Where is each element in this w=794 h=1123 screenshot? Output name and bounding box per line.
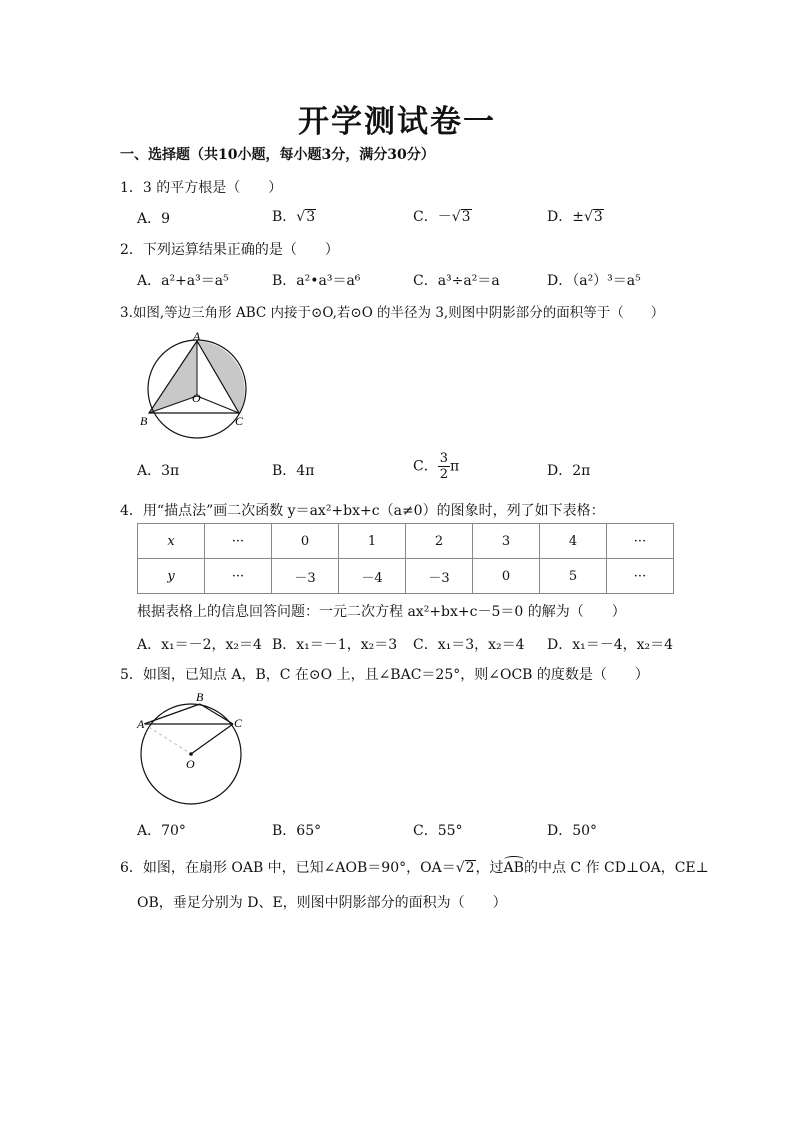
q4-cell: 1 <box>339 524 406 559</box>
q4-cell: ··· <box>607 524 674 559</box>
q3-label-b: B <box>140 414 148 428</box>
question-5-stem: 5．如图，已知点 A，B，C 在⊙O 上，且∠BAC＝25°，则∠OCB 的度数是（ ） <box>120 667 649 683</box>
q4-value-table <box>137 523 674 594</box>
q5-option-d: D．50° <box>547 823 598 839</box>
q5-figure-circle <box>136 688 256 808</box>
q4-cell: －4 <box>339 559 406 594</box>
q4-table-row-x <box>138 524 674 559</box>
page-title: 开学测试卷一 <box>298 104 496 140</box>
q1-option-c-prefix: C．－ <box>413 209 452 225</box>
q4-table-row-y <box>138 559 674 594</box>
q4-cell: 3 <box>473 524 540 559</box>
q5-label-o: O <box>186 757 195 771</box>
q1-option-d-prefix: D．± <box>547 209 584 225</box>
q6-line-1-part-a: 6．如图，在扇形 OAB 中，已知∠AOB＝90°，OA＝ <box>120 860 456 876</box>
q4-cell: 0 <box>272 524 339 559</box>
q3-option-c <box>413 452 459 481</box>
q3-option-c-prefix: C． <box>413 458 438 475</box>
q1-option-d: D．±√3 <box>547 209 603 225</box>
q4-option-b: B．x₁＝－1，x₂＝3 <box>272 637 398 653</box>
q4-cell: 4 <box>540 524 607 559</box>
q4-cell: －3 <box>406 559 473 594</box>
q1-option-d-radicand: 3 <box>593 209 603 225</box>
q4-cell: 2 <box>406 524 473 559</box>
q4-cell: 0 <box>473 559 540 594</box>
q3-label-o: O <box>192 391 201 405</box>
q4-cell: y <box>138 559 205 594</box>
q3-option-c-fraction <box>438 452 450 481</box>
q4-cell: ··· <box>205 524 272 559</box>
question-2-stem: 2．下列运算结果正确的是（ ） <box>120 242 339 258</box>
q3-label-c: C <box>235 414 244 428</box>
q6-arc-ab: AB <box>504 857 524 876</box>
q2-option-c: C．a³÷a²＝a <box>413 273 500 289</box>
q4-option-a: A．x₁＝－2，x₂＝4 <box>137 637 262 653</box>
q3-option-c-suffix: π <box>450 458 460 475</box>
q5-option-c: C．55° <box>413 823 463 839</box>
q5-label-a: A <box>137 717 145 731</box>
section-heading: 一、选择题（共10小题，每小题3分，满分30分） <box>120 147 435 163</box>
q5-option-b: B．65° <box>272 823 322 839</box>
q4-subquestion: 根据表格上的信息回答问题：一元二次方程 ax²+bx+c－5＝0 的解为（ ） <box>137 604 626 620</box>
q1-option-a: A．9 <box>137 211 171 227</box>
q4-cell: x <box>138 524 205 559</box>
q1-option-b: B．√3 <box>272 209 316 225</box>
question-6-line-1: 6．如图，在扇形 OAB 中，已知∠AOB＝90°，OA＝√2，过AB的中点 C 作 CD⊥OA，CE⊥ <box>120 857 709 877</box>
q2-option-b: B．a²•a³＝a⁶ <box>272 273 361 289</box>
q1-option-c-radicand: 3 <box>461 209 471 225</box>
q5-label-b: B <box>196 690 204 704</box>
q6-line-1-part-c: 的中点 C 作 CD⊥OA，CE⊥ <box>523 860 709 876</box>
q3-option-b: B．4π <box>272 463 315 479</box>
q4-cell: 5 <box>540 559 607 594</box>
q4-cell: ··· <box>205 559 272 594</box>
q4-cell: －3 <box>272 559 339 594</box>
q1-option-b-radicand: 3 <box>306 209 316 225</box>
question-6-line-2: OB，垂足分别为 D、E，则图中阴影部分的面积为（ ） <box>137 895 507 911</box>
q3-figure-circle-triangle <box>137 330 257 440</box>
q6-radicand: 2 <box>465 860 475 876</box>
q3-option-c-denominator: 2 <box>439 467 448 482</box>
q3-option-d: D．2π <box>547 463 591 479</box>
q5-label-c: C <box>234 716 243 730</box>
q3-option-c-numerator: 3 <box>439 451 448 466</box>
question-3-stem: 3.如图,等边三角形 ABC 内接于⊙O,若⊙O 的半径为 3,则图中阴影部分的面积等于（ ） <box>120 305 665 321</box>
q4-option-c: C．x₁＝3，x₂＝4 <box>413 637 525 653</box>
q4-option-d: D．x₁＝－4，x₂＝4 <box>547 637 674 653</box>
question-1-stem: 1．3 的平方根是（ ） <box>120 180 283 196</box>
q2-option-a: A．a²+a³＝a⁵ <box>137 273 229 289</box>
q5-option-a: A．70° <box>137 823 186 839</box>
q6-line-1-part-b: ，过 <box>475 860 504 876</box>
q2-option-d: D．（a²）³＝a⁵ <box>547 273 641 289</box>
question-4-stem: 4．用“描点法”画二次函数 y＝ax²+bx+c（a≠0）的图象时，列了如下表格： <box>120 503 605 519</box>
q3-option-a: A．3π <box>137 463 180 479</box>
q1-option-c: C．－√3 <box>413 209 471 225</box>
q3-label-a: A <box>193 330 201 343</box>
q4-cell: ··· <box>607 559 674 594</box>
q1-option-b-prefix: B． <box>272 209 297 225</box>
